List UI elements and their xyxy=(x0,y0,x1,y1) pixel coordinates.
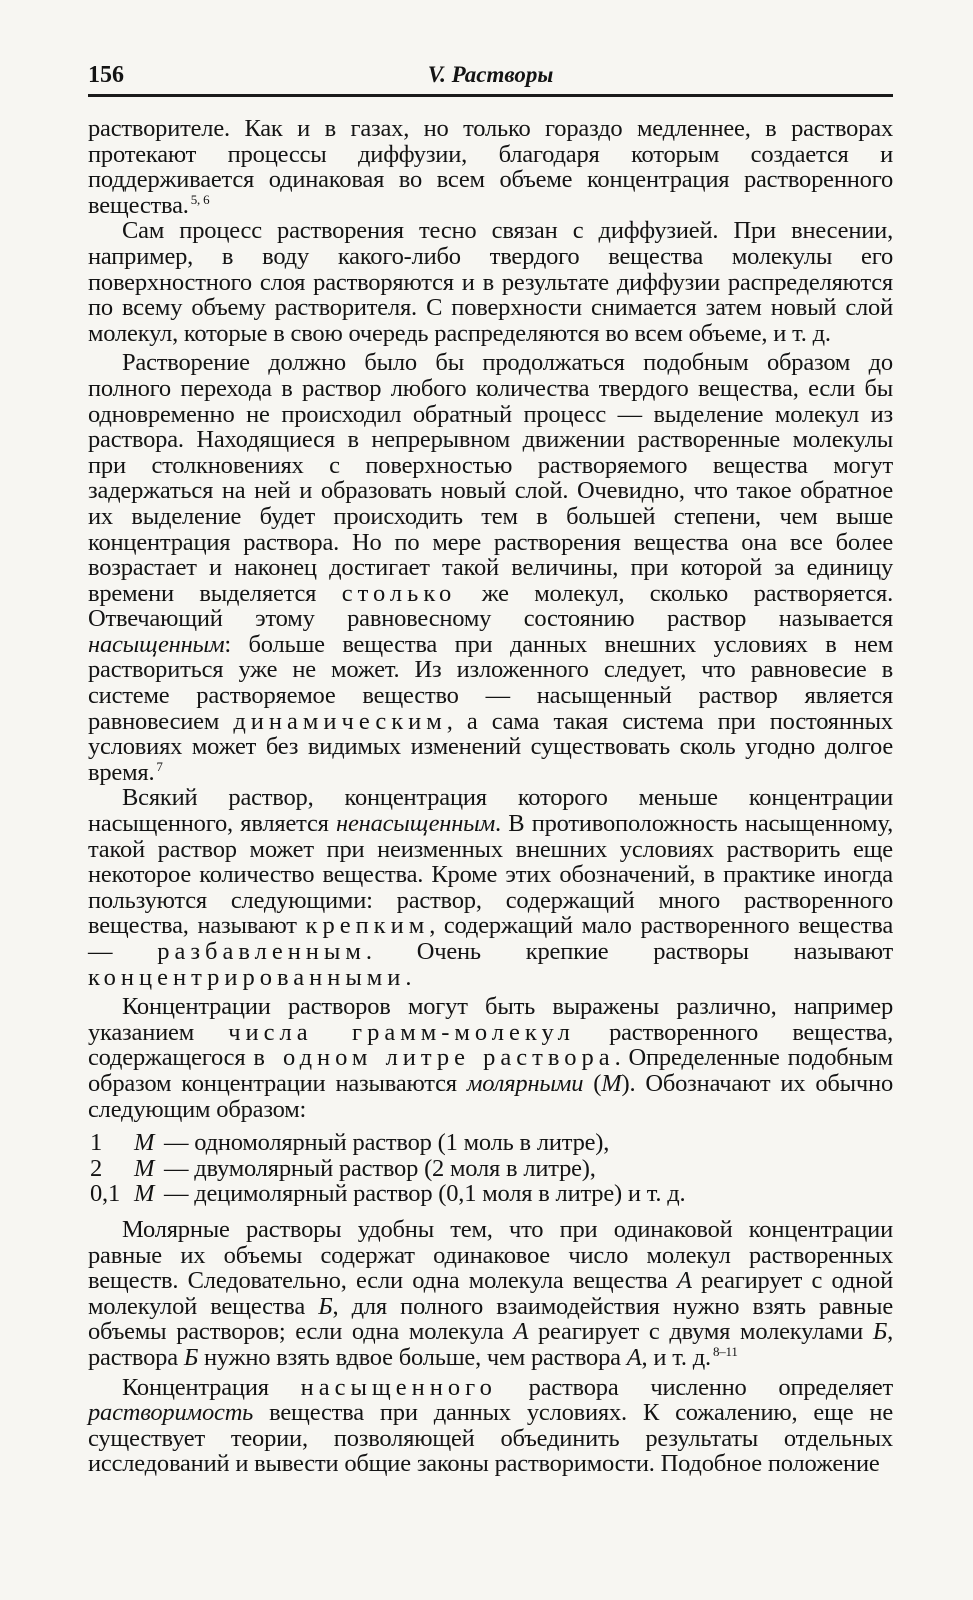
list-symbol: М xyxy=(134,1180,155,1208)
header-rule xyxy=(88,94,893,97)
spaced-term: динамическим xyxy=(233,707,447,735)
text-run: , раствора xyxy=(88,1318,894,1371)
italic-term: насыщенным xyxy=(88,630,225,658)
italic-term: А xyxy=(676,1267,692,1295)
page-header xyxy=(88,0,893,96)
text-run: , а сама такая система при постоянных условиях может без видимых изменений существовать сколь угодно долгое время. xyxy=(88,707,893,786)
spaced-term: крепким xyxy=(305,912,430,940)
text-run: . Определенные подобным образом концентрации называются xyxy=(88,1044,893,1097)
spaced-term: насыщенного xyxy=(300,1373,497,1401)
list-number: 1 xyxy=(90,1129,103,1157)
text-run: . xyxy=(405,963,412,991)
text-run: Всякий раствор, концентрация которого меньше концентрации насыщенного, является xyxy=(88,784,893,838)
page-number: 156 xyxy=(88,62,124,88)
footnote-ref: 7 xyxy=(156,758,163,774)
spaced-term: в одном литре раствора xyxy=(253,1044,615,1072)
list-item xyxy=(90,1181,893,1207)
text-run: . В противоположность насыщенному, такой раствор может при неизменных внешних условиях растворить еще некоторое количество вещества. Кроме этих обозначений, в практике иногда пользуются следующими: раствор, содержащий много растворенного вещества, называют xyxy=(88,810,893,940)
paragraph-1 xyxy=(88,116,893,218)
spaced-term: концентрированными xyxy=(88,963,406,991)
text-run: Растворение должно было бы продолжаться подобным образом до полного перехода в раствор любого количества твердого вещества, если бы одновременно не происходил обратный процесс — выделение молекул из раствора. Находящиеся в непрерывном движении растворенные молекулы при столкновениях с поверхностью растворяемого вещества могут задержаться на ней и образовать новый слой. Очевидно, что такое обратное их выделение будет происходить тем в большей степени, чем выше концентрация раствора. Но по мере растворения вещества она все более возрастает и наконец достигает такой величины, при которой за единицу времени выделяется xyxy=(88,349,893,607)
list-text: — децимолярный раствор (0,1 моля в литре) и т. д. xyxy=(164,1180,686,1208)
spaced-term: числа грамм-молекул xyxy=(228,1018,575,1046)
body-text xyxy=(88,96,893,1477)
italic-term: А xyxy=(513,1318,529,1346)
list-symbol: М xyxy=(134,1129,155,1157)
paragraph-6 xyxy=(88,1217,893,1371)
text-run: , содержащий мало растворенного вещества — xyxy=(88,912,893,965)
italic-term: Б xyxy=(872,1318,888,1346)
list-item xyxy=(90,1130,893,1156)
text-run: . Очень крепкие растворы называют xyxy=(365,938,893,965)
text-run: , для полного взаимодействия нужно взять равные объемы растворов; если одна молекула xyxy=(88,1292,893,1346)
text-run: вещества при данных условиях. К сожалению, еще не существует теории, позволяющей объединить результаты отдельных исследований и вывести общие законы растворимости. Подобное положение xyxy=(88,1399,893,1478)
paragraph-3 xyxy=(88,350,893,785)
text-run: : больше вещества при данных внешних условиях в нем раствориться уже не может. Из изложенного следует, что равновесие в системе растворяемое вещество — насыщенный раствор является равновесием xyxy=(88,630,893,735)
paragraph-text: растворителе. Как и в газах, но только гораздо медленнее, в растворах протекают процессы диффузии, благодаря которым создается и поддерживается одинаковая во всем объеме концентрация растворенного вещества. xyxy=(88,115,893,219)
list-item xyxy=(90,1156,893,1182)
paragraph-4 xyxy=(88,785,893,990)
list-number: 2 xyxy=(90,1154,103,1182)
running-title: V. Растворы xyxy=(427,62,554,87)
text-run: реагирует с двумя молекулами xyxy=(528,1318,873,1346)
molar-list xyxy=(90,1130,893,1207)
paragraph-2 xyxy=(88,218,893,346)
spaced-term: столько xyxy=(341,579,457,607)
paragraph-text: Сам процесс растворения тесно связан с диффузией. При внесении, например, в воду какого-либо твердого вещества молекулы его поверхностного слоя растворяются и в результате диффузии распределяются по всему объему растворителя. С поверхности снимается затем новый слой молекул, которые в свою очередь распределяются во всем объеме, и т. д. xyxy=(88,217,893,347)
text-run: Концентрации растворов могут быть выражены различно, например указанием xyxy=(88,993,893,1046)
paragraph-7 xyxy=(88,1375,893,1477)
text-run: ). Обозначают их обычно следующим образом: xyxy=(88,1069,893,1123)
italic-term: А xyxy=(626,1343,642,1371)
text-run: ( xyxy=(583,1069,602,1097)
footnote-ref: 5, 6 xyxy=(190,191,210,207)
list-number: 0,1 xyxy=(90,1180,121,1208)
italic-term: растворимость xyxy=(88,1399,254,1427)
italic-term: М xyxy=(601,1069,622,1097)
footnote-ref: 8–11 xyxy=(712,1343,738,1359)
text-run: Молярные растворы удобны тем, что при одинаковой концентрации равные их объемы содержат одинаковое число молекул растворенных веществ. Следовательно, если одна молекула вещества xyxy=(88,1215,893,1295)
text-run: раствора численно определяет xyxy=(496,1373,893,1401)
list-text: — одномолярный раствор (1 моль в литре), xyxy=(164,1129,610,1157)
italic-term: молярными xyxy=(466,1069,584,1097)
paragraph-5 xyxy=(88,994,893,1122)
text-run: , и т. д. xyxy=(641,1343,711,1371)
italic-term: ненасыщенным xyxy=(336,810,496,838)
spaced-term: разбавленным xyxy=(157,938,366,965)
italic-term: Б xyxy=(318,1292,333,1320)
text-run: реагирует с одной молекулой вещества xyxy=(88,1267,893,1320)
list-symbol: М xyxy=(134,1154,155,1182)
text-run: растворенного вещества, содержащегося xyxy=(88,1018,893,1072)
text-run: нужно взять вдвое больше, чем раствора xyxy=(198,1343,627,1371)
text-run: же молекул, сколько растворяется. Отвечающий этому равновесному состоянию раствор называется xyxy=(88,579,893,633)
italic-term: Б xyxy=(183,1343,199,1371)
list-text: — двумолярный раствор (2 моля в литре), xyxy=(164,1154,596,1182)
text-run: Концентрация xyxy=(122,1373,301,1401)
